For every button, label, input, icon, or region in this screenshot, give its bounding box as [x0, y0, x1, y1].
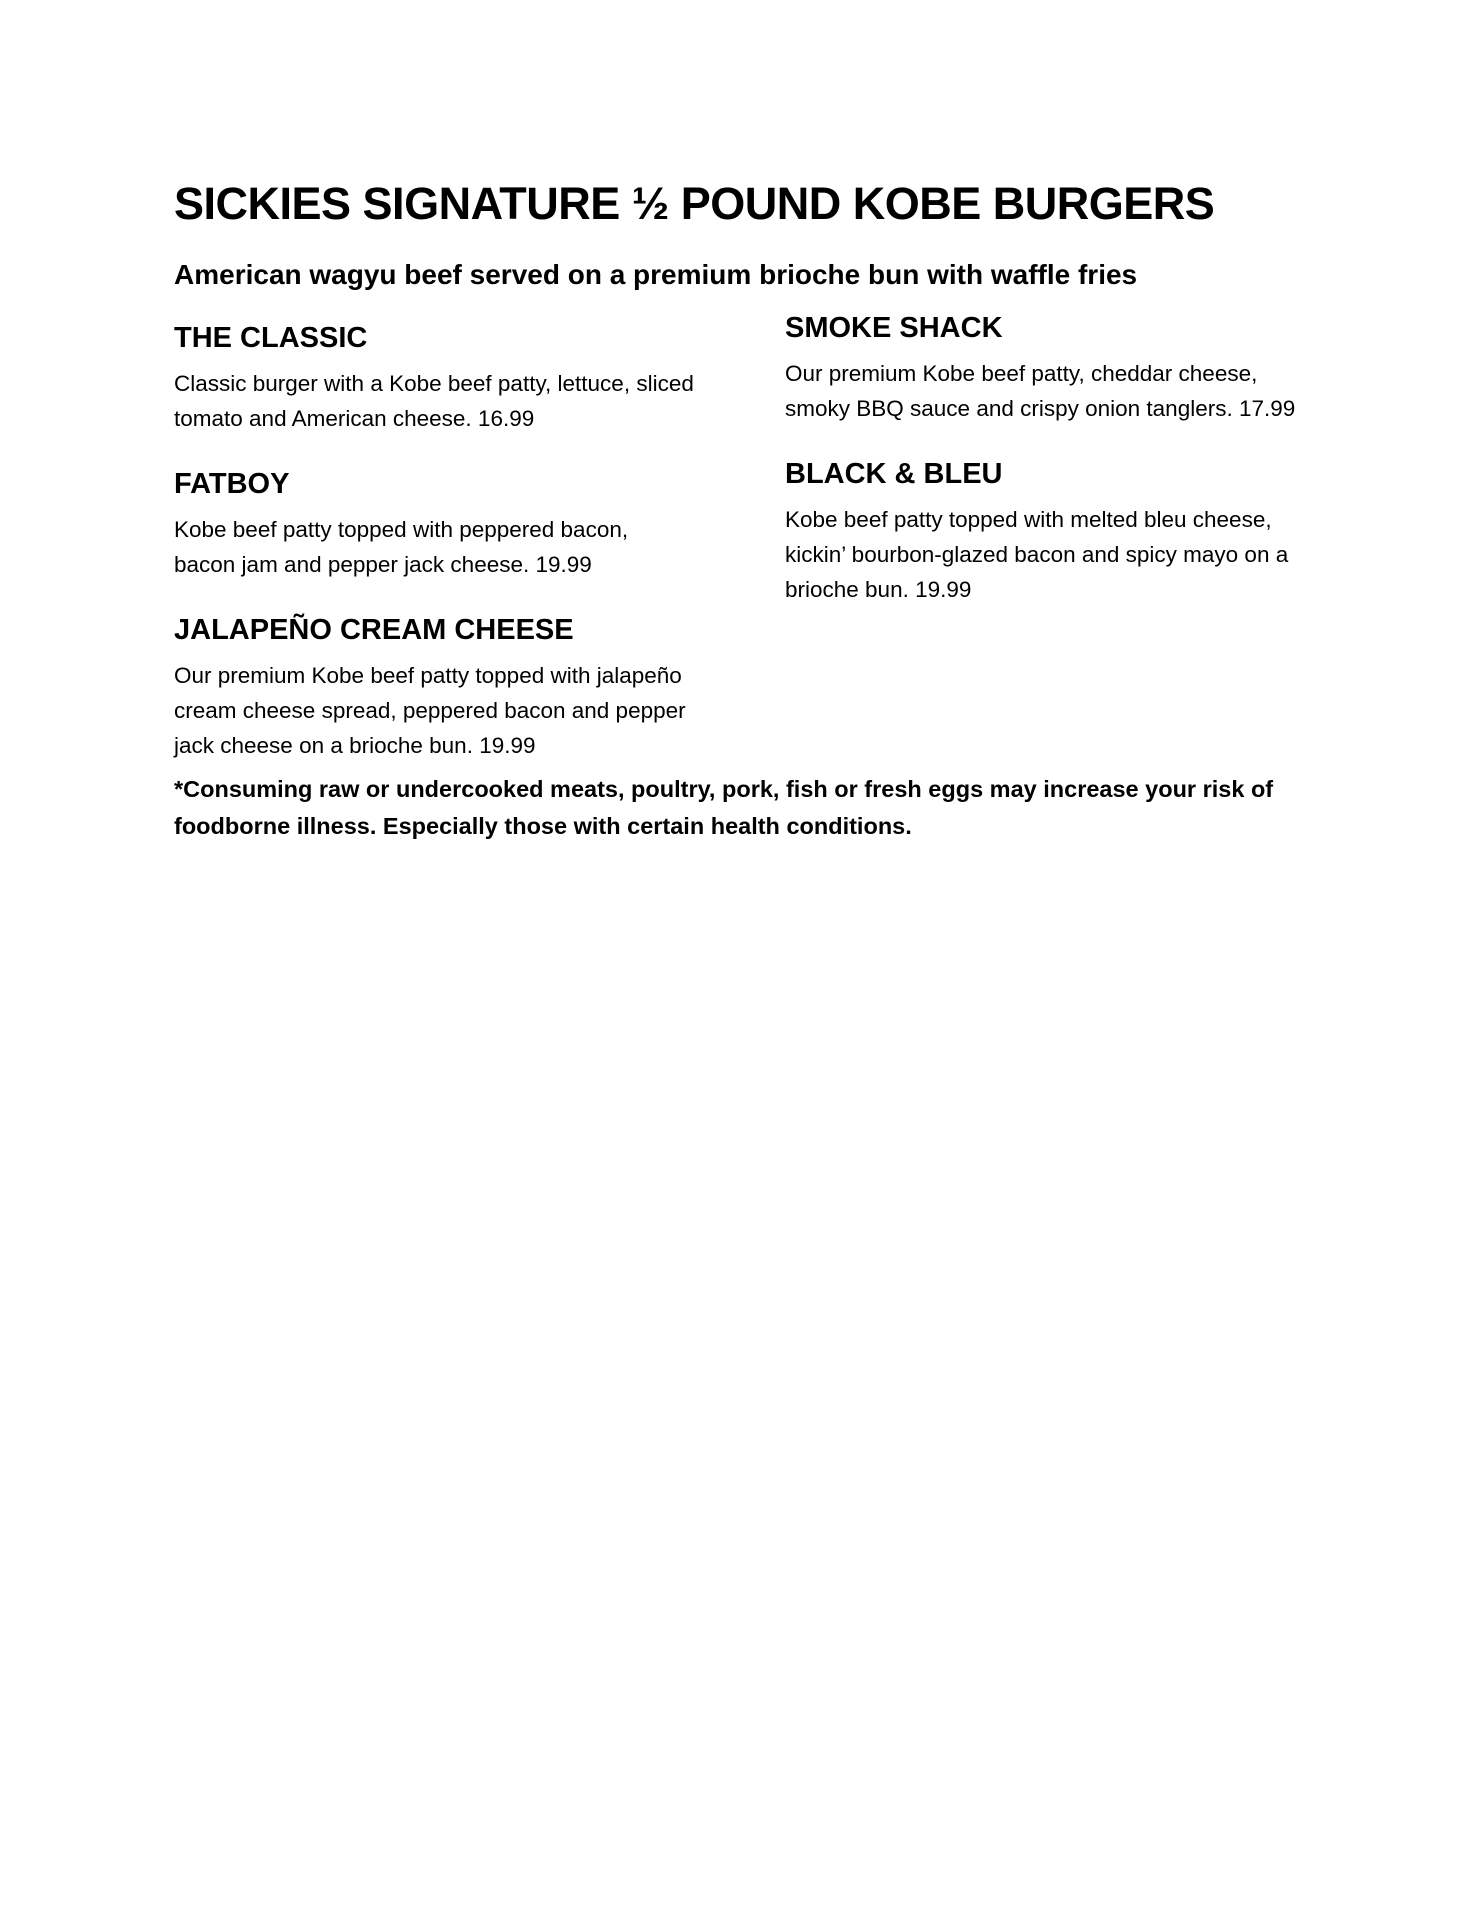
menu-item-description: Our premium Kobe beef patty, cheddar cheese, smoky BBQ sauce and crispy onion tanglers. 17.99: [785, 361, 1296, 421]
menu-item-the-classic: [174, 318, 714, 436]
menu-item-name: THE CLASSIC: [174, 322, 368, 354]
menu-item-description: Kobe beef patty topped with melted bleu cheese, kickin’ bourbon-glazed bacon and spicy mayo on a brioche bun. 19.99: [785, 507, 1289, 602]
menu-item-jalapeno-cream-cheese: [174, 610, 714, 763]
food-safety-disclaimer: *Consuming raw or undercooked meats, poultry, pork, fish or fresh eggs may increase your risk of foodborne illness. Especially those with certain health conditions.: [174, 776, 1274, 839]
menu-item-smoke-shack: [785, 308, 1325, 426]
page-title: SICKIES SIGNATURE ½ POUND KOBE BURGERS: [174, 178, 1215, 229]
menu-item-description: Kobe beef patty topped with peppered bacon, bacon jam and pepper jack cheese. 19.99: [174, 517, 629, 577]
menu-item-name: SMOKE SHACK: [785, 312, 1003, 344]
menu-item-black-and-bleu: [785, 454, 1325, 607]
menu-item-name: JALAPEÑO CREAM CHEESE: [174, 614, 574, 646]
menu-item-name: FATBOY: [174, 468, 290, 500]
menu-column-left: [174, 318, 714, 763]
menu-item-fatboy: [174, 464, 714, 582]
menu-item-description: Classic burger with a Kobe beef patty, lettuce, sliced tomato and American cheese. 16.99: [174, 371, 694, 431]
menu-subtitle: American wagyu beef served on a premium brioche bun with waffle fries: [174, 259, 1138, 290]
menu-item-description: Our premium Kobe beef patty topped with jalapeño cream cheese spread, peppered bacon and pepper jack cheese on a brioche bun. 19.99: [174, 663, 686, 758]
menu-column-right: [785, 308, 1325, 607]
menu-item-name: BLACK & BLEU: [785, 458, 1003, 490]
